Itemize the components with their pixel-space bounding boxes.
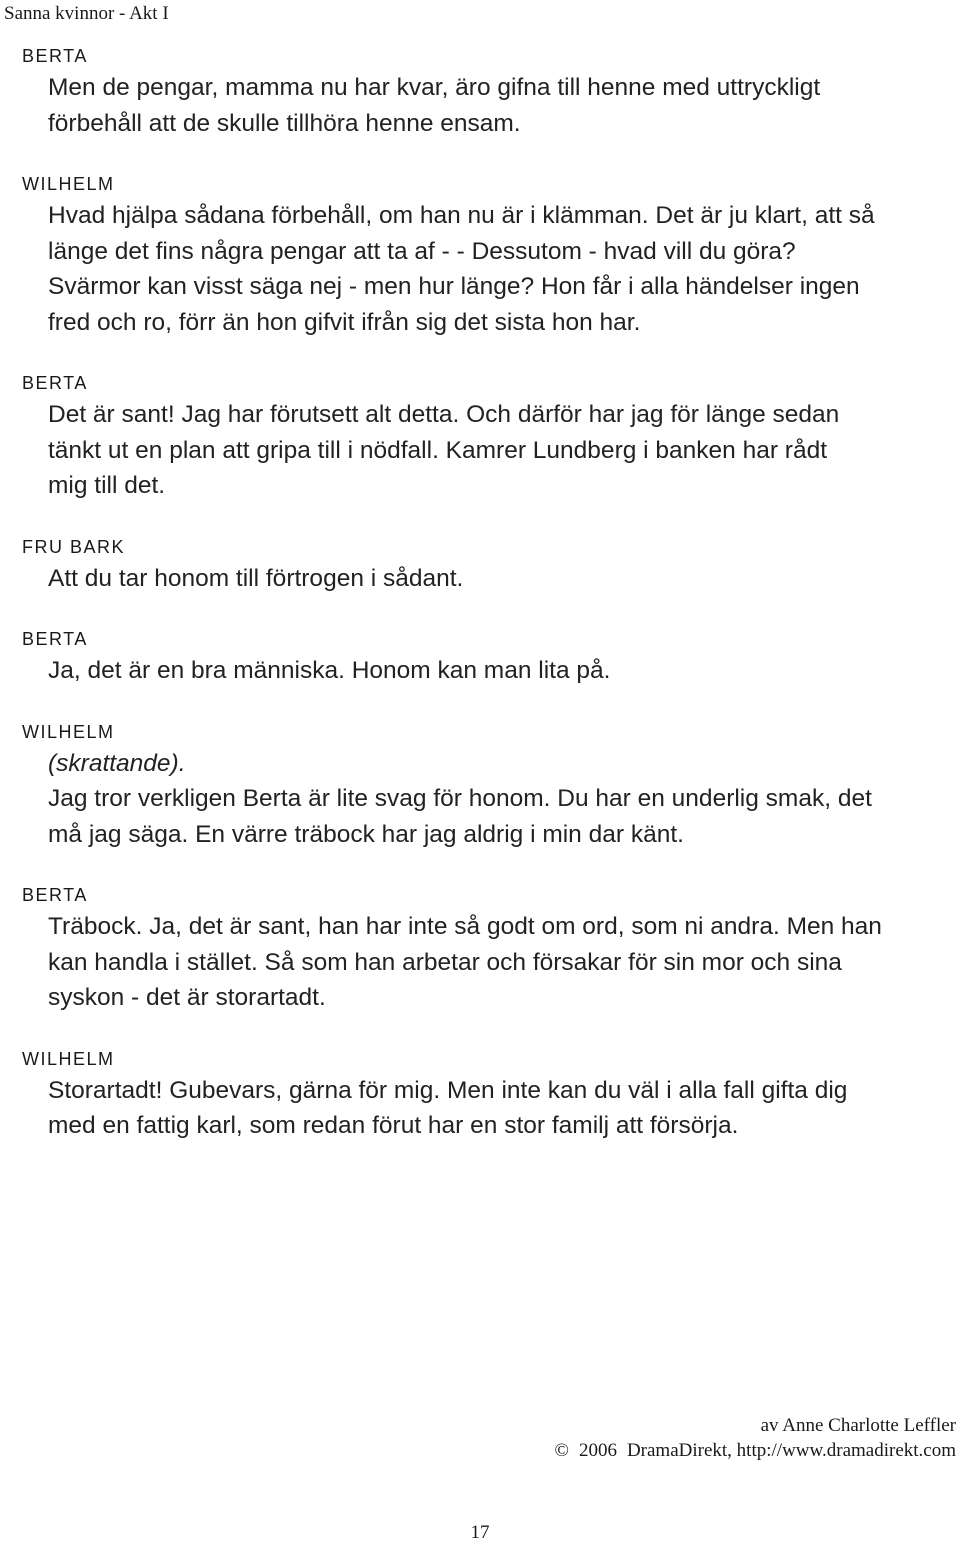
dialogue-block	[0, 172, 960, 340]
dialogue-block	[0, 371, 960, 504]
dialogue-line: Svärmor kan visst säga nej - men hur länge? Hon får i alla händelser ingen	[48, 273, 860, 300]
dialogue-block	[0, 1047, 960, 1144]
dialogue-line: Det är sant! Jag har förutsett alt detta. Och därför har jag för länge sedan	[48, 401, 840, 428]
dialogue-line: mig till det.	[48, 472, 166, 499]
copyright-icon: ©	[554, 1440, 569, 1461]
dialogue-line: fred och ro, förr än hon gifvit ifrån sig det sista hon har.	[48, 308, 641, 336]
script-body	[0, 44, 960, 1175]
dialogue-line: Träbock. Ja, det är sant, han har inte så godt om ord, som ni andra. Men han	[48, 913, 882, 940]
speaker-name: WILHELM	[22, 1048, 115, 1069]
stage-direction: (skrattande).	[48, 749, 186, 777]
dialogue-block	[0, 883, 960, 1016]
dialogue-line: Ja, det är en bra människa. Honom kan man lita på.	[48, 657, 611, 684]
author-credit: av Anne Charlotte Leffler	[760, 1415, 956, 1436]
publisher-text: DramaDirekt, http://www.dramadirekt.com	[626, 1440, 956, 1461]
speaker-name: WILHELM	[22, 721, 115, 742]
dialogue-block	[0, 535, 960, 597]
speaker-name: FRU BARK	[22, 536, 126, 557]
dialogue-line: må jag säga. En värre träbock har jag aldrig i min dar känt.	[48, 820, 684, 848]
copyright-year: 2006	[578, 1440, 617, 1461]
page-number: 17	[470, 1522, 490, 1543]
dialogue-line: Hvad hjälpa sådana förbehåll, om han nu är i klämman. Det är ju klart, att så	[48, 202, 875, 229]
dialogue-line: Att du tar honom till förtrogen i sådant.	[48, 564, 464, 592]
dialogue-line: Men de pengar, mamma nu har kvar, äro gifna till henne med uttryckligt	[48, 74, 821, 101]
dialogue-block	[0, 627, 960, 689]
dialogue-line: länge det fins några pengar att ta af - - Dessutom - hvad vill du göra?	[48, 237, 796, 265]
copyright-line	[555, 1440, 957, 1462]
dialogue-line: Jag tror verkligen Berta är lite svag för honom. Du har en underlig smak, det	[48, 785, 872, 812]
dialogue-line: kan handla i stället. Så som han arbetar och försakar för sin mor och sina	[48, 948, 842, 976]
page-header-title: Sanna kvinnor - Akt I	[4, 3, 169, 24]
dialogue-line: syskon - det är storartadt.	[48, 984, 326, 1011]
speaker-name: BERTA	[22, 46, 88, 66]
dialogue-line: tänkt ut en plan att gripa till i nödfall. Kamrer Lundberg i banken har rådt	[48, 436, 828, 464]
dialogue-line: med en fattig karl, som redan förut har en stor familj att försörja.	[48, 1112, 739, 1139]
dialogue-block	[0, 44, 960, 141]
speaker-name: BERTA	[22, 629, 88, 649]
speaker-name: WILHELM	[22, 174, 115, 194]
speaker-name: BERTA	[22, 885, 88, 905]
dialogue-block	[0, 720, 960, 853]
dialogue-line: Storartadt! Gubevars, gärna för mig. Men inte kan du väl i alla fall gifta dig	[48, 1076, 848, 1104]
dialogue-line: förbehåll att de skulle tillhöra henne ensam.	[48, 109, 521, 137]
speaker-name: BERTA	[22, 373, 88, 393]
